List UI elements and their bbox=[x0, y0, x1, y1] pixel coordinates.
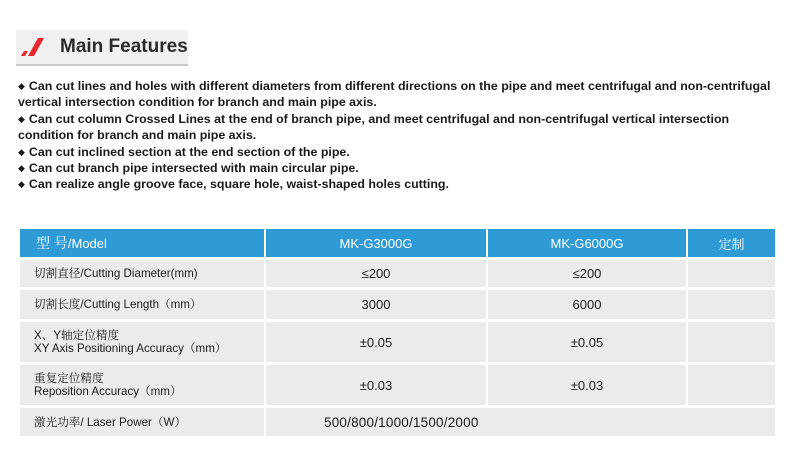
cell-custom bbox=[688, 322, 775, 365]
table-row-xy-accuracy bbox=[20, 322, 775, 365]
feature-item bbox=[18, 176, 786, 192]
cell-laser-power: 500/800/1000/1500/2000 bbox=[266, 408, 775, 439]
cell-g3000: ±0.03 bbox=[266, 365, 486, 408]
section-header bbox=[16, 30, 188, 66]
diamond-bullet-icon: ◆ bbox=[18, 146, 25, 157]
feature-item bbox=[18, 111, 786, 144]
table-row-length bbox=[20, 290, 775, 322]
diamond-bullet-icon: ◆ bbox=[18, 179, 25, 190]
cell-custom bbox=[688, 365, 775, 408]
cell-g3000: 3000 bbox=[266, 290, 486, 322]
row-label: X、Y轴定位精度 XY Axis Positioning Accuracy（mm） bbox=[20, 322, 264, 365]
table-header-row bbox=[20, 229, 775, 260]
cell-custom bbox=[688, 290, 775, 322]
red-slash-icon bbox=[18, 32, 54, 60]
features-list bbox=[18, 78, 786, 193]
row-label: 切割直径/Cutting Diameter(mm) bbox=[20, 260, 264, 290]
row-label: 切割长度/Cutting Length（mm） bbox=[20, 290, 264, 322]
feature-text: Can realize angle groove face, square hole, waist-shaped holes cutting. bbox=[28, 177, 449, 192]
header-custom: 定制 bbox=[688, 229, 775, 260]
feature-text: Can cut column Crossed Lines at the end of branch pipe, and meet centrifugal and non-centrifugal vertical intersection condition for branch and main pipe axis. bbox=[18, 111, 730, 143]
row-label: 重复定位精度 Reposition Accuracy（mm） bbox=[20, 365, 264, 408]
cell-g6000: ±0.03 bbox=[488, 365, 686, 408]
feature-item bbox=[18, 78, 786, 111]
diamond-bullet-icon: ◆ bbox=[18, 81, 25, 91]
table-row-reposition-accuracy bbox=[20, 365, 775, 408]
row-label: 激光功率/ Laser Power（W） bbox=[20, 408, 264, 439]
header-g6000: MK-G6000G bbox=[488, 229, 686, 260]
feature-text: Can cut inclined section at the end section of the pipe. bbox=[28, 144, 350, 159]
feature-item bbox=[18, 160, 786, 176]
section-title: Main Features bbox=[60, 36, 188, 57]
spec-table bbox=[18, 229, 777, 439]
feature-text: Can cut lines and holes with different diameters from different directions on the pipe and meet centrifugal and non-centrifugal vertical intersection condition for branch and main pipe axis. bbox=[18, 79, 771, 110]
cell-custom bbox=[688, 260, 775, 290]
table-row-diameter bbox=[20, 260, 775, 290]
header-model: 型 号/Model bbox=[20, 229, 264, 260]
diamond-bullet-icon: ◆ bbox=[18, 163, 25, 174]
cell-g3000: ≤200 bbox=[266, 260, 486, 290]
diamond-bullet-icon: ◆ bbox=[18, 113, 25, 124]
header-g3000: MK-G3000G bbox=[266, 229, 486, 260]
cell-g3000: ±0.05 bbox=[266, 322, 486, 365]
feature-item bbox=[18, 144, 786, 160]
cell-g6000: 6000 bbox=[488, 290, 686, 322]
table-row-laser-power bbox=[20, 408, 775, 439]
feature-text: Can cut branch pipe intersected with main circular pipe. bbox=[28, 161, 359, 176]
cell-g6000: ≤200 bbox=[488, 260, 686, 290]
cell-g6000: ±0.05 bbox=[488, 322, 686, 365]
